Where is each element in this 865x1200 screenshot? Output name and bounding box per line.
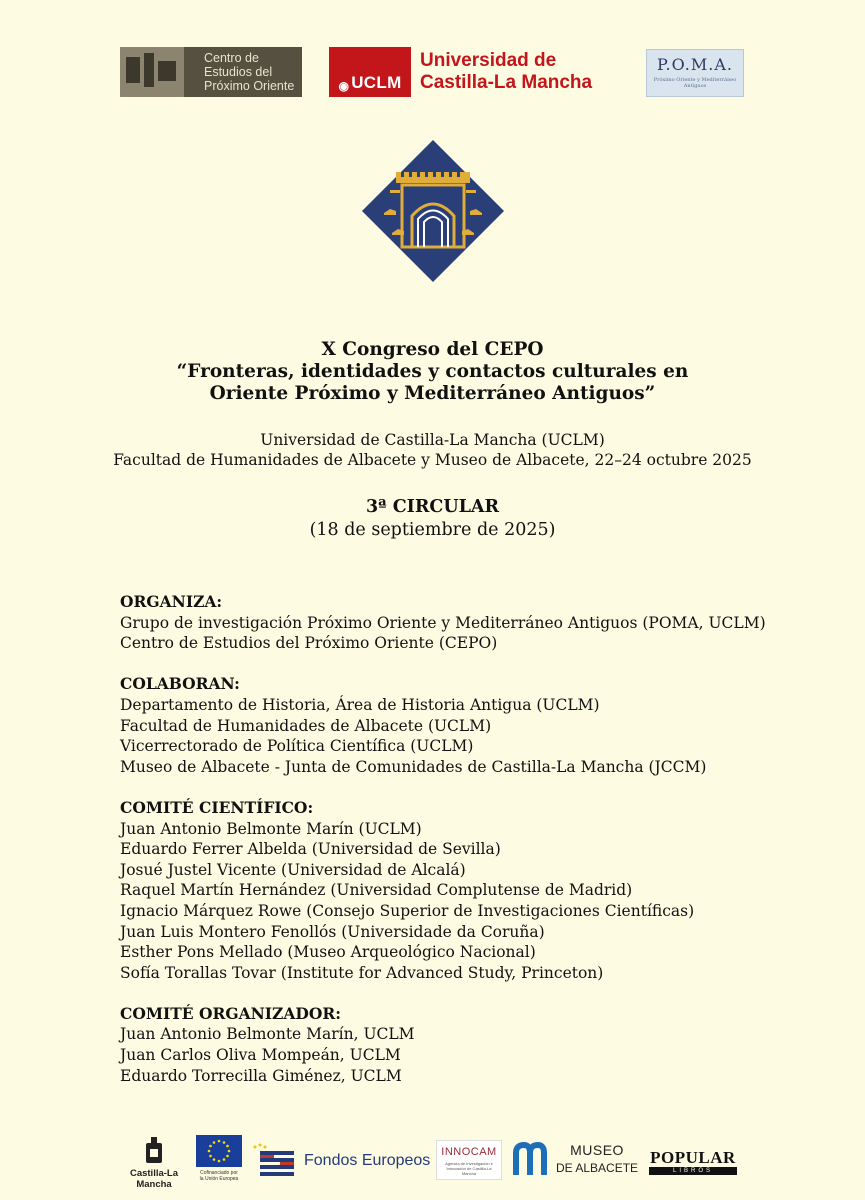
section-heading: COMITÉ CIENTÍFICO: — [120, 797, 314, 817]
section-line: Sofía Torallas Tovar (Institute for Advanced Study, Princeton) — [120, 963, 604, 982]
cepo-line-2: Estudios del — [204, 65, 273, 79]
section-line: Facultad de Humanidades de Albacete (UCLM) — [120, 716, 492, 735]
section-heading: COMITÉ ORGANIZADOR: — [120, 1003, 341, 1023]
section-colaboran — [120, 674, 820, 777]
section-line: Juan Carlos Oliva Mompeán, UCLM — [120, 1046, 401, 1065]
section-line: Esther Pons Mellado (Museo Arqueológico Nacional) — [120, 943, 536, 962]
sections — [120, 592, 820, 1107]
innocam-logo — [436, 1140, 502, 1180]
poma-title: P.O.M.A. — [657, 55, 733, 74]
venue-line-2: Facultad de Humanidades de Albacete y Museo de Albacete, 22–24 octubre 2025 — [113, 451, 752, 469]
section-heading: COLABORAN: — [120, 674, 240, 694]
congress-title — [0, 339, 865, 405]
title-line-2: “Fronteras, identidades y contactos culturales en — [176, 361, 689, 382]
uclm-abbrev: UCLM — [351, 73, 402, 92]
section-line: Eduardo Torrecilla Giménez, UCLM — [120, 1066, 402, 1085]
fondos-text: Fondos Europeos — [304, 1152, 431, 1169]
section-line: Grupo de investigación Próximo Oriente y Mediterráneo Antiguos (POMA, UCLM) — [120, 613, 766, 632]
jccm-crest-icon — [143, 1137, 165, 1165]
venue-line-1: Universidad de Castilla-La Mancha (UCLM) — [260, 431, 605, 449]
popular-name: POPULAR — [650, 1148, 736, 1167]
section-heading: ORGANIZA: — [120, 592, 223, 611]
title-line-3: Oriente Próximo y Mediterráneo Antiguos” — [209, 383, 656, 404]
eu-caption-line-2: la Unión Europea — [199, 1176, 239, 1182]
museo-line-1: MUSEO — [570, 1142, 624, 1158]
section-line: Departamento de Historia, Área de Historia Antigua (UCLM) — [120, 695, 600, 714]
uclm-name-line-2: Castilla-La Mancha — [420, 72, 593, 93]
circular-date: (18 de septiembre de 2025) — [309, 520, 556, 540]
gate-emblem-icon — [362, 140, 504, 282]
fondos-europeos-logo — [252, 1141, 430, 1181]
section-line: Juan Luis Montero Fenollós (Universidade da Coruña) — [120, 922, 545, 941]
cepo-logo-text — [184, 51, 294, 93]
section-line: Josué Justel Vicente (Universidad de Alcalá) — [120, 860, 466, 879]
section-line: Centro de Estudios del Próximo Oriente (CEPO) — [120, 634, 498, 653]
fondos-flag-icon — [252, 1141, 296, 1181]
cepo-line-1: Centro de — [204, 51, 259, 65]
section-line: Museo de Albacete - Junta de Comunidades de Castilla-La Mancha (JCCM) — [120, 757, 707, 776]
museo-albacete-logo — [512, 1138, 638, 1180]
innocam-name: INNOCAM — [441, 1146, 497, 1158]
popular-libros-logo — [649, 1149, 737, 1175]
cepo-line-3: Próximo Oriente — [204, 79, 295, 93]
uclm-name-line-1: Universidad de — [420, 50, 557, 71]
poma-logo — [646, 49, 744, 97]
section-comite-organizador — [120, 1004, 820, 1086]
section-line: Juan Antonio Belmonte Marín, UCLM — [120, 1025, 415, 1044]
uclm-badge — [329, 47, 411, 97]
circular-number: 3ª CIRCULAR — [365, 497, 500, 517]
jccm-logo — [118, 1137, 190, 1190]
museo-m-icon — [512, 1141, 548, 1177]
uclm-glyph-icon: ◉ — [338, 79, 350, 93]
museo-text — [556, 1141, 638, 1177]
section-line: Ignacio Márquez Rowe (Consejo Superior de Investigaciones Científicas) — [120, 901, 695, 920]
section-line: Raquel Martín Hernández (Universidad Complutense de Madrid) — [120, 881, 633, 900]
cepo-relief-icon — [120, 47, 184, 97]
eu-logo — [195, 1135, 243, 1182]
uclm-name — [411, 50, 592, 94]
poma-subtitle: Próximo Oriente y Mediterráneo Antiguos — [653, 77, 737, 89]
innocam-sub: Agencia de Investigación e Innovación de Castilla-La Mancha — [445, 1161, 493, 1176]
jccm-text: Castilla-La Mancha — [129, 1168, 179, 1190]
section-line: Eduardo Ferrer Albelda (Universidad de Sevilla) — [120, 840, 501, 859]
section-organiza — [120, 592, 820, 654]
section-line: Vicerrectorado de Política Científica (UCLM) — [120, 737, 474, 756]
title-line-1: X Congreso del CEPO — [321, 339, 544, 360]
eu-flag-icon — [196, 1135, 242, 1167]
section-line: Juan Antonio Belmonte Marín (UCLM) — [120, 819, 422, 838]
section-comite-cientifico — [120, 798, 820, 983]
uclm-logo — [329, 47, 614, 97]
eu-caption-line-1: Cofinanciado por — [200, 1170, 238, 1176]
cepo-logo — [120, 47, 302, 97]
popular-sub: LIBROS — [649, 1167, 737, 1175]
museo-line-2: DE ALBACETE — [556, 1161, 639, 1175]
venue — [0, 430, 865, 470]
